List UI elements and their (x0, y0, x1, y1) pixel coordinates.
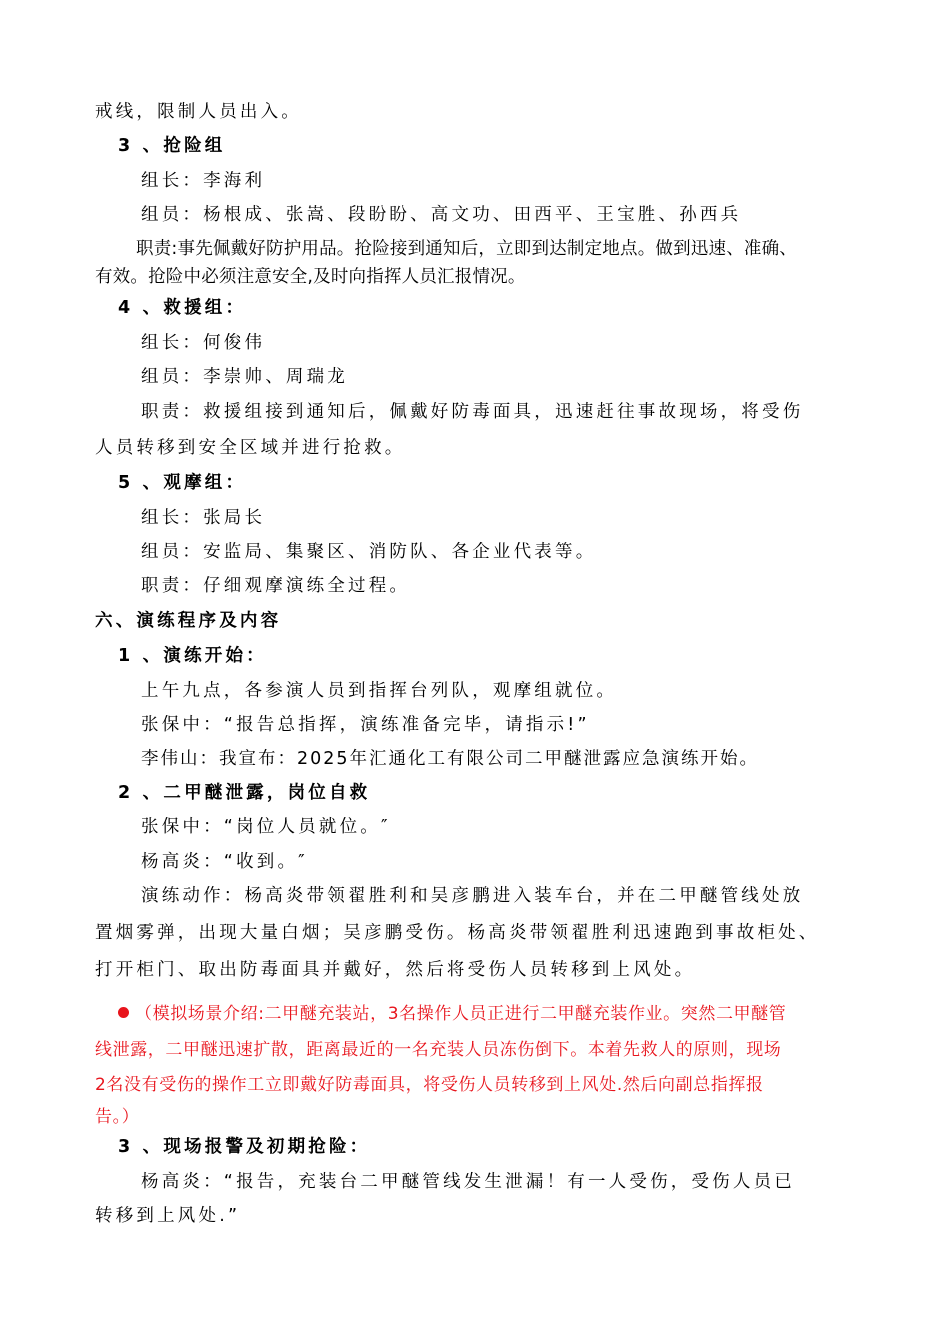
chapter-heading: 六、演练程序及内容 (95, 611, 282, 631)
text-line: 组员：李崇帅、周瑞龙 (141, 367, 348, 387)
section-heading-rescue-team: 3 、抢险组 (118, 136, 226, 156)
text-line: 组长：李海利 (141, 171, 266, 191)
bullet-dot-icon (118, 1007, 129, 1018)
text-line: 打开柜门、取出防毒面具并戴好，然后将受伤人员转移到上风处。 (95, 960, 696, 980)
text-line: 组员：安监局、集聚区、消防队、各企业代表等。 (141, 542, 597, 562)
text-line: 组员：杨根成、张嵩、段盼盼、高文功、田西平、王宝胜、孙西兵 (141, 205, 742, 225)
text-line: 组长：何俊伟 (141, 333, 266, 353)
text-line: 张保中：“岗位人员就位。″ (141, 817, 391, 837)
section-heading-leak-selfrescue: 2 、二甲醚泄露，岗位自救 (118, 783, 371, 803)
section-heading-aid-team: 4 、救援组： (118, 298, 247, 318)
text-line: 杨高炎：“报告，充装台二甲醚管线发生泄漏！有一人受伤，受伤人员已 (141, 1172, 795, 1192)
text-line: 职责：救援组接到通知后，佩戴好防毒面具，迅速赶往事故现场，将受伤 (141, 402, 804, 422)
section-heading-alarm: 3 、现场报警及初期抢险： (118, 1137, 371, 1157)
text-line: 李伟山：我宣布：2025年汇通化工有限公司二甲醚泄露应急演练开始。 (141, 749, 760, 769)
scenario-note-line: 告。） (95, 1107, 140, 1127)
text-line: 置烟雾弹，出现大量白烟；吴彦鹏受伤。杨高炎带领翟胜利迅速跑到事故柜处、 (95, 923, 820, 943)
scenario-note-line: 2名没有受伤的操作工立即戴好防毒面具，将受伤人员转移到上风处.然后向副总指挥报 (95, 1075, 764, 1095)
text-line: 上午九点，各参演人员到指挥台列队，观摩组就位。 (141, 681, 618, 701)
text-line: 张保中：“报告总指挥，演练准备完毕，请指示!” (141, 715, 590, 735)
text-line: 职责：仔细观摩演练全过程。 (141, 576, 411, 596)
text-line: 职责:事先佩戴好防护用品。抢险接到通知后，立即到达制定地点。做到迅速、准确、 (136, 239, 797, 259)
text-line: 戒线，限制人员出入。 (95, 102, 302, 122)
text-line: 组长：张局长 (141, 508, 266, 528)
text-line: 转移到上风处.” (95, 1206, 241, 1226)
text-line: 演练动作：杨高炎带领翟胜利和吴彦鹏进入装车台，并在二甲醚管线处放 (141, 886, 804, 906)
text-line: 人员转移到安全区域并进行抢救。 (95, 438, 406, 458)
scenario-note-line: 线泄露，二甲醚迅速扩散，距离最近的一名充装人员冻伤倒下。本着先救人的原则，现场 (95, 1040, 782, 1060)
scenario-note-line: （模拟场景介绍:二甲醚充装站，3名操作人员正进行二甲醚充装作业。突然二甲醚管 (118, 1002, 786, 1026)
section-heading-observer-team: 5 、观摩组： (118, 473, 247, 493)
text-line: 杨高炎：“收到。″ (141, 852, 308, 872)
section-heading-drill-start: 1 、演练开始： (118, 646, 267, 666)
text-line: 有效。抢险中必须注意安全,及时向指挥人员汇报情况。 (95, 267, 526, 287)
